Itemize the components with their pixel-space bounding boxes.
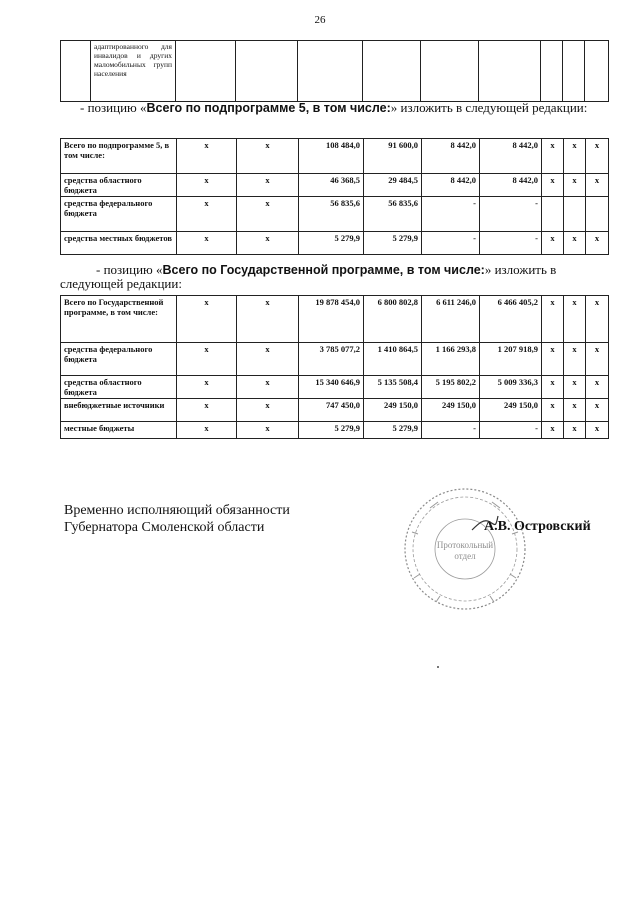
handwritten-signature-icon [470,512,500,534]
table-cell: x [177,399,237,422]
table-cell: x [586,174,609,197]
table-cell: x [237,399,299,422]
table-cell: 56 835,6 [299,197,364,232]
table-cell: x [564,399,586,422]
table-cell: x [564,422,586,439]
signatory-name: А.В. Островский [484,519,591,534]
table-cell: x [564,139,586,174]
table-cell: 6 800 802,8 [364,296,422,343]
table-cell: x [542,376,564,399]
table-cell: x [542,174,564,197]
table-cell: x [542,343,564,376]
table-cell: 6 466 405,2 [480,296,542,343]
table-cell: x [237,376,299,399]
table-cell: x [586,139,609,174]
table-cell: 6 611 246,0 [422,296,480,343]
table-cell: x [586,376,609,399]
table-cell: 5 279,9 [299,232,364,255]
svg-text:отдел: отдел [454,551,476,561]
table-cell: 5 195 802,2 [422,376,480,399]
table-cell: 56 835,6 [364,197,422,232]
table-cell: x [564,232,586,255]
table-cell: x [586,232,609,255]
table-cell: 1 410 864,5 [364,343,422,376]
table-cell: x [237,232,299,255]
table-row [61,343,609,376]
row-label: средства федерального бюджета [61,197,177,232]
table-cell: 5 135 508,4 [364,376,422,399]
table-cell: x [177,422,237,439]
table-cell: 8 442,0 [480,174,542,197]
svg-text:Протокольный: Протокольный [436,540,494,550]
table-cell: x [177,139,237,174]
table-cell: 46 368,5 [299,174,364,197]
table-cell: 5 009 336,3 [480,376,542,399]
table-cell: x [542,422,564,439]
table-cell: - [480,422,542,439]
table-cell: x [564,376,586,399]
table-cell: 91 600,0 [364,139,422,174]
row-label: средства областного бюджета [61,376,177,399]
table-row [61,376,609,399]
table-cell: x [177,174,237,197]
table-cell: - [422,232,480,255]
row-label: Всего по Государственной программе, в том числе: [61,296,177,343]
table-cell: x [177,343,237,376]
table-cell: 747 450,0 [299,399,364,422]
top-fragment-label: адаптированного для инвалидов и других маломобильных групп населения [91,41,176,102]
table-cell: 249 150,0 [364,399,422,422]
subprogram-5-table [60,138,609,255]
table-cell: 19 878 454,0 [299,296,364,343]
signature-title: Временно исполняющий обязанности Губернатора Смоленской области [64,503,290,535]
row-label: средства федерального бюджета [61,343,177,376]
table-cell: x [237,296,299,343]
table-cell: x [237,174,299,197]
table-cell: x [177,376,237,399]
table-cell: 249 150,0 [422,399,480,422]
table-cell: x [177,232,237,255]
table-cell [564,197,586,232]
table-cell: 108 484,0 [299,139,364,174]
table-cell: 3 785 077,2 [299,343,364,376]
table-row [61,139,609,174]
table-row [61,197,609,232]
state-program-table [60,295,609,439]
table-cell: x [564,174,586,197]
table-cell: 5 279,9 [364,422,422,439]
stamp-seal-icon [400,484,530,614]
table-cell: x [586,296,609,343]
table-cell: x [237,139,299,174]
table-cell: x [237,422,299,439]
table-cell: 249 150,0 [480,399,542,422]
table-cell: 5 279,9 [364,232,422,255]
table-cell: x [542,399,564,422]
table-cell [542,197,564,232]
table-cell: x [586,422,609,439]
row-label: местные бюджеты [61,422,177,439]
table-cell: 1 166 293,8 [422,343,480,376]
table-cell: - [422,422,480,439]
page-number: 26 [314,14,326,26]
table-cell: x [237,343,299,376]
table-cell: - [422,197,480,232]
table-cell: 8 442,0 [422,139,480,174]
table-row [61,41,609,102]
instruction-subprogram-5: - позицию «Всего по подпрограмме 5, в том числе:» изложить в следующей редакции: [80,100,588,115]
row-label: Всего по подпрограмме 5, в том числе: [61,139,177,174]
table-cell: 8 442,0 [422,174,480,197]
table-cell: 1 207 918,9 [480,343,542,376]
official-stamp [400,484,530,619]
table-cell: x [542,139,564,174]
scan-artifact [437,666,439,668]
table-row [61,296,609,343]
table-cell: - [480,232,542,255]
table-cell: x [586,343,609,376]
table-cell: 15 340 646,9 [299,376,364,399]
row-label: средства областного бюджета [61,174,177,197]
row-label: средства местных бюджетов [61,232,177,255]
table-cell: - [480,197,542,232]
table-row [61,422,609,439]
table-cell: x [542,296,564,343]
table-row [61,174,609,197]
table-cell: 5 279,9 [299,422,364,439]
table-cell: 29 484,5 [364,174,422,197]
table-cell: x [177,197,237,232]
table-row [61,399,609,422]
instruction-state-program: - позицию «Всего по Государственной программе, в том числе:» изложить в следующей редакции: [60,262,557,291]
table-cell: x [564,343,586,376]
table-cell: x [237,197,299,232]
table-cell: x [177,296,237,343]
table-cell: x [564,296,586,343]
table-cell: x [542,232,564,255]
table-cell: x [586,399,609,422]
table-row [61,232,609,255]
table-cell: 8 442,0 [480,139,542,174]
table-cell [586,197,609,232]
top-table-fragment [60,40,609,102]
row-label: внебюджетные источники [61,399,177,422]
